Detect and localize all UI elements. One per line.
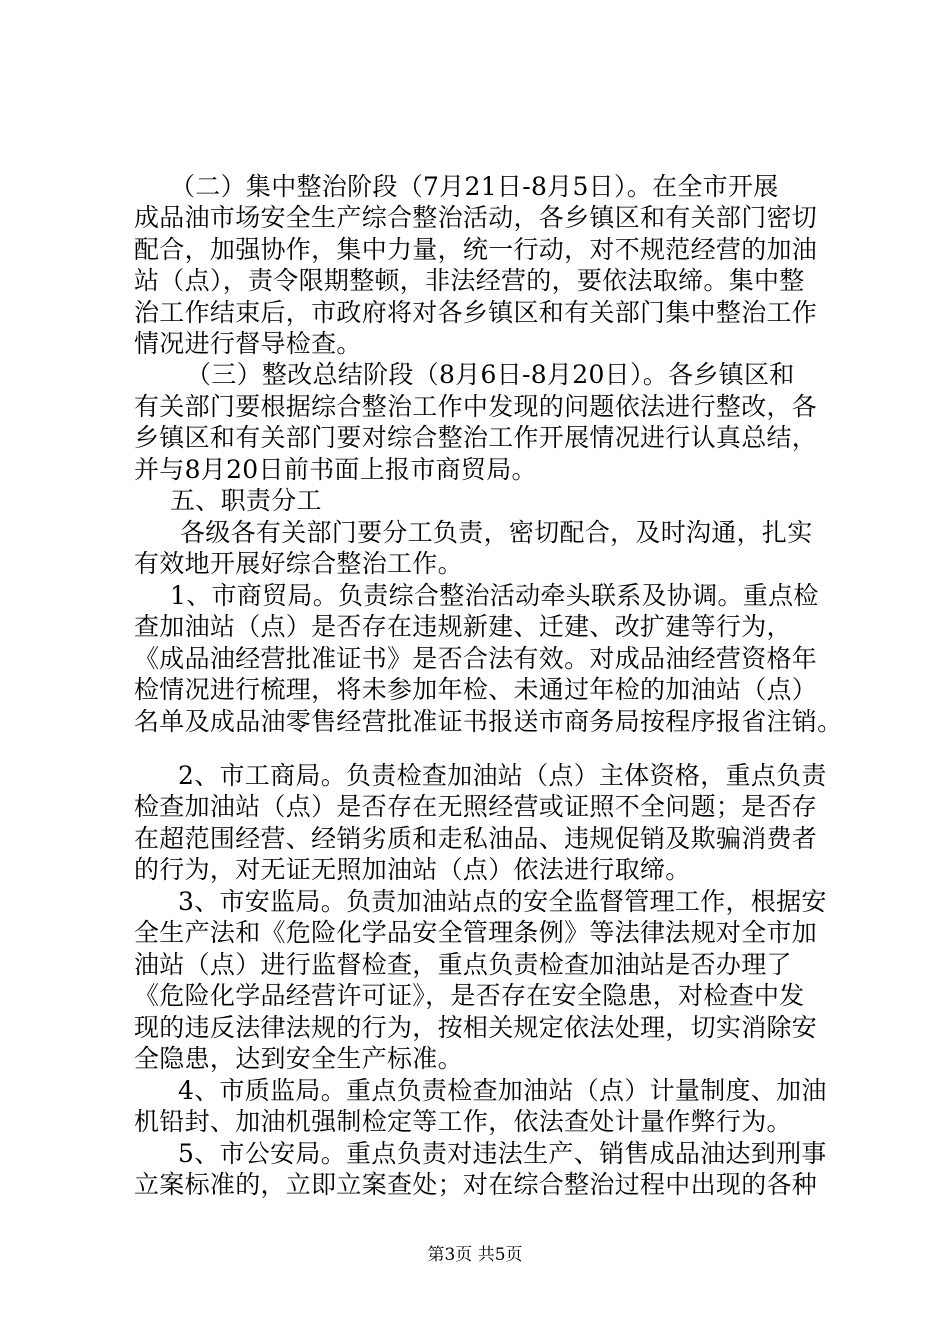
stage-two-line-1: （二）集中整治阶段（7月21日-8月5日）。在全市开展 [170, 172, 779, 201]
duty-3-line-5: 现的违反法律法规的行为，按相关规定依法处理，切实消除安 [134, 1013, 818, 1042]
duty-4-line-1: 4、市质监局。重点负责检查加油站（点）计量制度、加油 [178, 1076, 827, 1105]
duty-1-line-5: 名单及成品油零售经营批准证书报送市商务局按程序报省注销。 [134, 707, 843, 736]
duty-3-line-3: 油站（点）进行监督检查，重点负责检查加油站是否办理了 [134, 950, 792, 979]
duty-5-line-2: 立案标准的，立即立案查处；对在综合整治过程中出现的各种 [134, 1170, 818, 1199]
page-number-footer: 第3页 共5页 [427, 1245, 523, 1265]
duty-3-line-4: 《危险化学品经营许可证》，是否存在安全隐患，对检查中发 [134, 981, 805, 1010]
stage-three-line-2: 有关部门要根据综合整治工作中发现的问题依法进行整改，各 [134, 392, 818, 421]
stage-two-line-5: 治工作结束后，市政府将对各乡镇区和有关部门集中整治工作 [134, 298, 818, 327]
stage-three-line-1: （三）整改总结阶段（8月6日-8月20日）。各乡镇区和 [186, 360, 795, 389]
duty-2-line-1: 2、市工商局。负责检查加油站（点）主体资格，重点负责 [178, 761, 827, 790]
duty-1-line-1: 1、市商贸局。负责综合整治活动牵头联系及协调。重点检 [170, 581, 819, 610]
duty-3-line-2: 全生产法和《危险化学品安全管理条例》等法律法规对全市加 [134, 918, 818, 947]
duty-2-line-3: 在超范围经营、经销劣质和走私油品、违规促销及欺骗消费者 [134, 824, 818, 853]
duty-4-line-2: 机铅封、加油机强制检定等工作，依法查处计量作弊行为。 [134, 1107, 792, 1136]
duty-2-line-4: 的行为，对无证无照加油站（点）依法进行取缔。 [134, 855, 691, 884]
stage-two-line-6: 情况进行督导检查。 [134, 329, 362, 358]
duty-5-line-1: 5、市公安局。重点负责对违法生产、销售成品油达到刑事 [178, 1139, 827, 1168]
duty-1-line-2: 查加油站（点）是否存在违规新建、迁建、改扩建等行为， [134, 612, 792, 641]
duty-1-line-3: 《成品油经营批准证书》是否合法有效。对成品油经营资格年 [134, 644, 818, 673]
section-five-intro-line-2: 有效地开展好综合整治工作。 [134, 549, 463, 578]
duty-2-line-2: 检查加油站（点）是否存在无照经营或证照不全问题；是否存 [134, 792, 818, 821]
stage-three-line-3: 乡镇区和有关部门要对综合整治工作开展情况进行认真总结， [134, 423, 818, 452]
duty-3-line-6: 全隐患，达到安全生产标准。 [134, 1044, 463, 1073]
section-five-intro-line-1: 各级各有关部门要分工负责，密切配合，及时沟通，扎实 [180, 518, 813, 547]
stage-two-line-2: 成品油市场安全生产综合整治活动，各乡镇区和有关部门密切 [134, 203, 818, 232]
duty-3-line-1: 3、市安监局。负责加油站点的安全监督管理工作，根据安 [178, 887, 827, 916]
stage-three-line-4: 并与8月20日前书面上报市商贸局。 [134, 455, 537, 484]
section-five-heading-line-1: 五、职责分工 [170, 486, 322, 515]
duty-1-line-4: 检情况进行梳理，将未参加年检、未通过年检的加油站（点） [134, 675, 818, 704]
stage-two-line-3: 配合，加强协作，集中力量，统一行动，对不规范经营的加油 [134, 235, 818, 264]
stage-two-line-4: 站（点），责令限期整顿，非法经营的，要依法取缔。集中整 [134, 266, 805, 295]
